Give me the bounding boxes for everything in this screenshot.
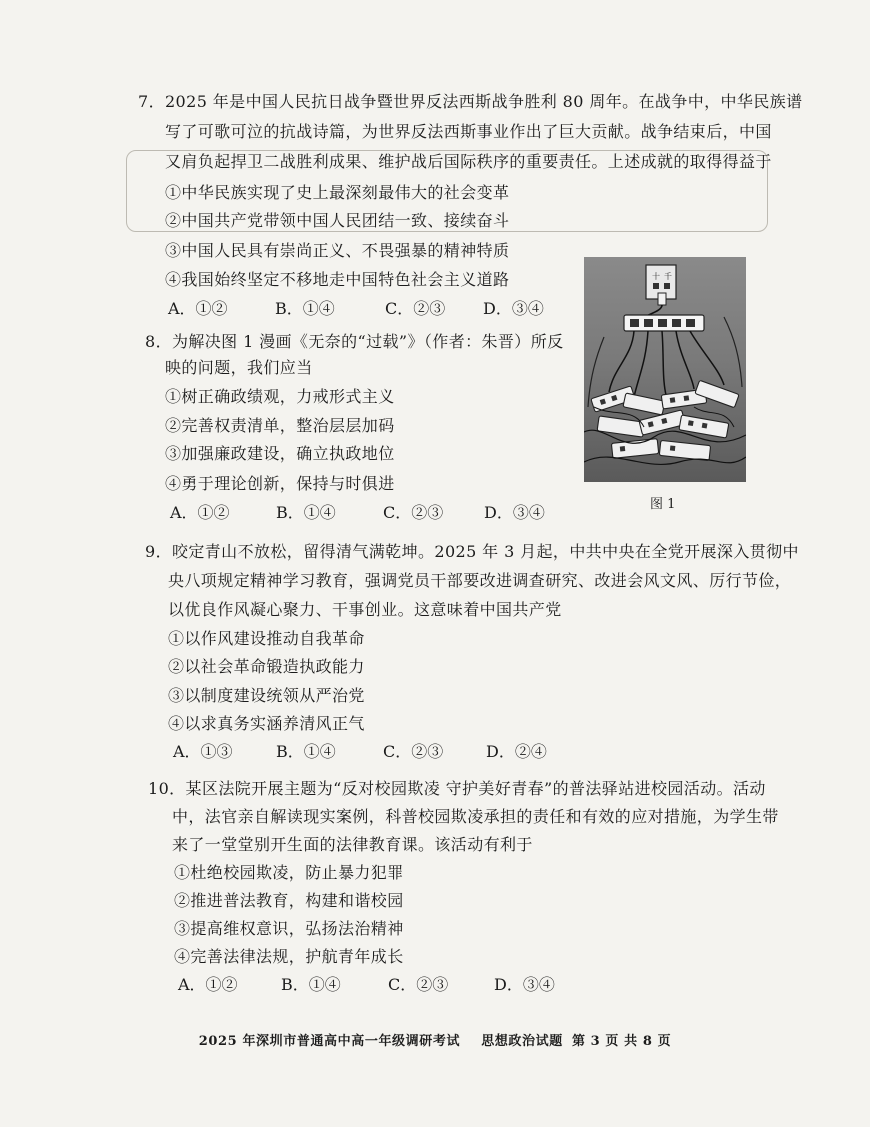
footer-subject: 思想政治试题 xyxy=(481,1034,563,1049)
question-8-option-c[interactable]: C．②③ xyxy=(383,503,444,522)
question-8-option-b[interactable]: B．①④ xyxy=(276,503,336,522)
page-footer xyxy=(0,1030,870,1049)
question-8-line-1: 8．为解决图 1 漫画《无奈的“过载”》（作者：朱晋）所反 xyxy=(145,332,564,351)
question-7-option-b[interactable]: B．①④ xyxy=(275,299,335,318)
question-10-option-d[interactable]: D．③④ xyxy=(494,975,555,994)
question-9-item-2: ②以社会革命锻造执政能力 xyxy=(168,657,365,676)
overloaded-power-strips-illustration xyxy=(584,257,746,482)
question-10-option-b[interactable]: B．①④ xyxy=(281,975,341,994)
question-10-line-2: 中，法官亲自解读现实案例，科普校园欺凌承担的责任和有效的应对措施，为学生带 xyxy=(172,807,779,826)
question-8-item-2: ②完善权责清单，整治层层加码 xyxy=(165,416,395,435)
question-8-line-2: 映的问题，我们应当 xyxy=(165,358,313,377)
question-9-line-1: 9．咬定青山不放松，留得清气满乾坤。2025 年 3 月起，中共中央在全党开展深入贯彻中 xyxy=(145,542,799,561)
question-9-item-4: ④以求真务实涵养清风正气 xyxy=(168,714,365,733)
question-7-line-2: 写了可歌可泣的抗战诗篇，为世界反法西斯事业作出了巨大贡献。战争结束后，中国 xyxy=(165,122,772,141)
question-7-item-1: ①中华民族实现了史上最深刻最伟大的社会变革 xyxy=(165,183,510,202)
cartoon-figure xyxy=(584,257,746,482)
question-7-option-c[interactable]: C．②③ xyxy=(385,299,446,318)
question-10-item-2: ②推进普法教育，构建和谐校园 xyxy=(174,891,404,910)
question-10-line-1: 10．某区法院开展主题为“反对校园欺凌 守护美好青春”的普法驿站进校园活动。活动 xyxy=(148,779,766,798)
question-8-item-1: ①树正确政绩观，力戒形式主义 xyxy=(165,387,395,406)
question-8-option-d[interactable]: D．③④ xyxy=(484,503,545,522)
question-7-option-a[interactable]: A．①② xyxy=(168,299,228,318)
question-8-item-4: ④勇于理论创新，保持与时俱进 xyxy=(165,474,395,493)
question-9-line-3: 以优良作风凝心聚力、干事创业。这意味着中国共产党 xyxy=(168,600,562,619)
question-9-option-d[interactable]: D．②④ xyxy=(486,742,547,761)
question-10-option-a[interactable]: A．①② xyxy=(178,975,238,994)
socket-label-right: 千 xyxy=(664,272,672,281)
question-7-item-3: ③中国人民具有崇尚正义、不畏强暴的精神特质 xyxy=(165,241,510,260)
question-8-item-3: ③加强廉政建设，确立执政地位 xyxy=(165,444,395,463)
question-10-line-3: 来了一堂堂别开生面的法律教育课。该活动有利于 xyxy=(172,835,533,854)
question-10-item-3: ③提高维权意识，弘扬法治精神 xyxy=(174,919,404,938)
question-7-item-4: ④我国始终坚定不移地走中国特色社会主义道路 xyxy=(165,270,510,289)
question-7-line-1: 7．2025 年是中国人民抗日战争暨世界反法西斯战争胜利 80 周年。在战争中，中华民族谱 xyxy=(138,92,803,111)
question-9-item-1: ①以作风建设推动自我革命 xyxy=(168,629,365,648)
question-10-item-1: ①杜绝校园欺凌，防止暴力犯罪 xyxy=(174,863,404,882)
footer-page-number: 第 3 页 共 8 页 xyxy=(571,1034,672,1049)
question-7-line-3: 又肩负起捍卫二战胜利成果、维护战后国际秩序的重要责任。上述成就的取得得益于 xyxy=(165,152,772,171)
question-7-option-d[interactable]: D．③④ xyxy=(483,299,544,318)
question-8-option-a[interactable]: A．①② xyxy=(170,503,230,522)
figure-caption: 图 1 xyxy=(650,497,676,512)
question-9-line-2: 央八项规定精神学习教育，强调党员干部要改进调查研究、改进会风文风、厉行节俭， xyxy=(168,571,792,590)
footer-exam-title: 2025 年深圳市普通高中高一年级调研考试 xyxy=(198,1034,461,1049)
question-9-item-3: ③以制度建设统领从严治党 xyxy=(168,686,365,705)
question-7-item-2: ②中国共产党带领中国人民团结一致、接续奋斗 xyxy=(165,211,510,230)
question-10-item-4: ④完善法律法规，护航青年成长 xyxy=(174,947,404,966)
question-9-option-a[interactable]: A．①③ xyxy=(173,742,233,761)
socket-label-left: 十 xyxy=(652,272,660,281)
question-9-option-c[interactable]: C．②③ xyxy=(383,742,444,761)
question-10-option-c[interactable]: C．②③ xyxy=(388,975,449,994)
question-9-option-b[interactable]: B．①④ xyxy=(276,742,336,761)
